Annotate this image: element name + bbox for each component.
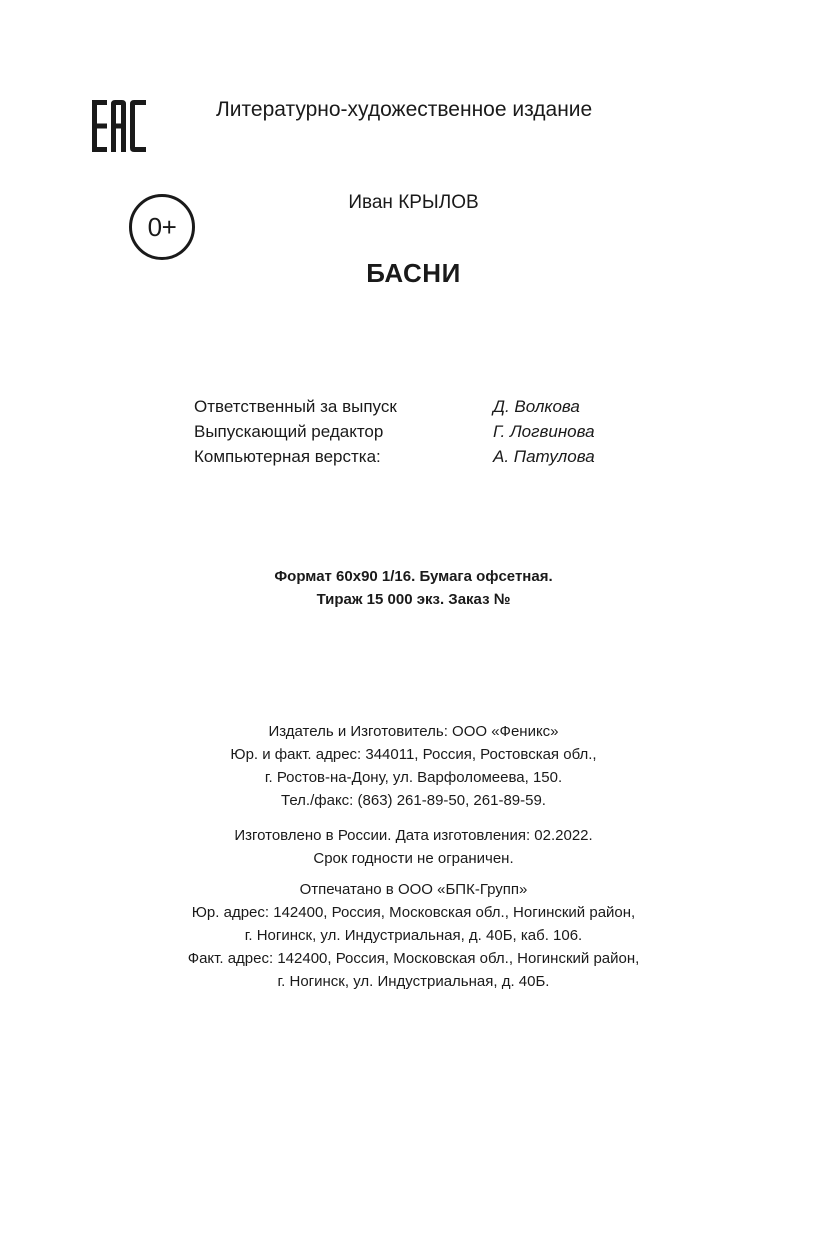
publisher-line: Издатель и Изготовитель: ООО «Феникс» [268, 723, 559, 740]
author-name: Иван КРЫЛОВ [348, 192, 479, 213]
manufacture-block [0, 824, 827, 870]
printer-address-line: Юр. адрес: 142400, Россия, Московская обл., Ногинский район, [191, 904, 636, 921]
printer-address-line: г. Ногинск, ул. Индустриальная, д. 40Б, каб. 106. [244, 927, 583, 944]
manufacture-date-line: Изготовлено в России. Дата изготовления: 02.2022. [234, 827, 593, 844]
publisher-address-line: Юр. и факт. адрес: 344011, Россия, Ростовская обл., [230, 746, 597, 763]
print-run-line: Тираж 15 000 экз. Заказ № [316, 591, 511, 608]
book-title: БАСНИ [366, 258, 461, 288]
credit-role: Компьютерная верстка: [194, 447, 381, 466]
printer-line: Отпечатано в ООО «БПК-Групп» [299, 881, 528, 898]
publisher-phone-line: Тел./факс: (863) 261-89-50, 261-89-59. [281, 792, 546, 809]
printer-block [0, 878, 827, 993]
publisher-address-line: г. Ростов-на-Дону, ул. Варфоломеева, 150. [264, 769, 563, 786]
printer-address-line: Факт. адрес: 142400, Россия, Московская обл., Ногинский район, [187, 950, 640, 967]
credits-block [194, 394, 634, 469]
printer-address-line: г. Ногинск, ул. Индустриальная, д. 40Б. [277, 973, 550, 990]
shelf-life-line: Срок годности не ограничен. [313, 850, 514, 867]
eac-mark-icon [92, 100, 146, 152]
credit-role: Выпускающий редактор [194, 422, 384, 441]
credit-row [194, 444, 634, 469]
publisher-block [0, 720, 827, 812]
format-line: Формат 60x90 1/16. Бумага офсетная. [274, 568, 553, 585]
age-rating-text: 0+ [147, 211, 177, 242]
credit-name: Г. Логвинова [493, 422, 595, 441]
credit-row [194, 394, 634, 419]
credit-role: Ответственный за выпуск [194, 397, 397, 416]
credit-name: Д. Волкова [493, 397, 580, 416]
format-block [0, 565, 827, 611]
edition-type: Литературно-художественное издание [216, 98, 593, 121]
credit-row [194, 419, 634, 444]
credit-name: А. Патулова [493, 447, 595, 466]
